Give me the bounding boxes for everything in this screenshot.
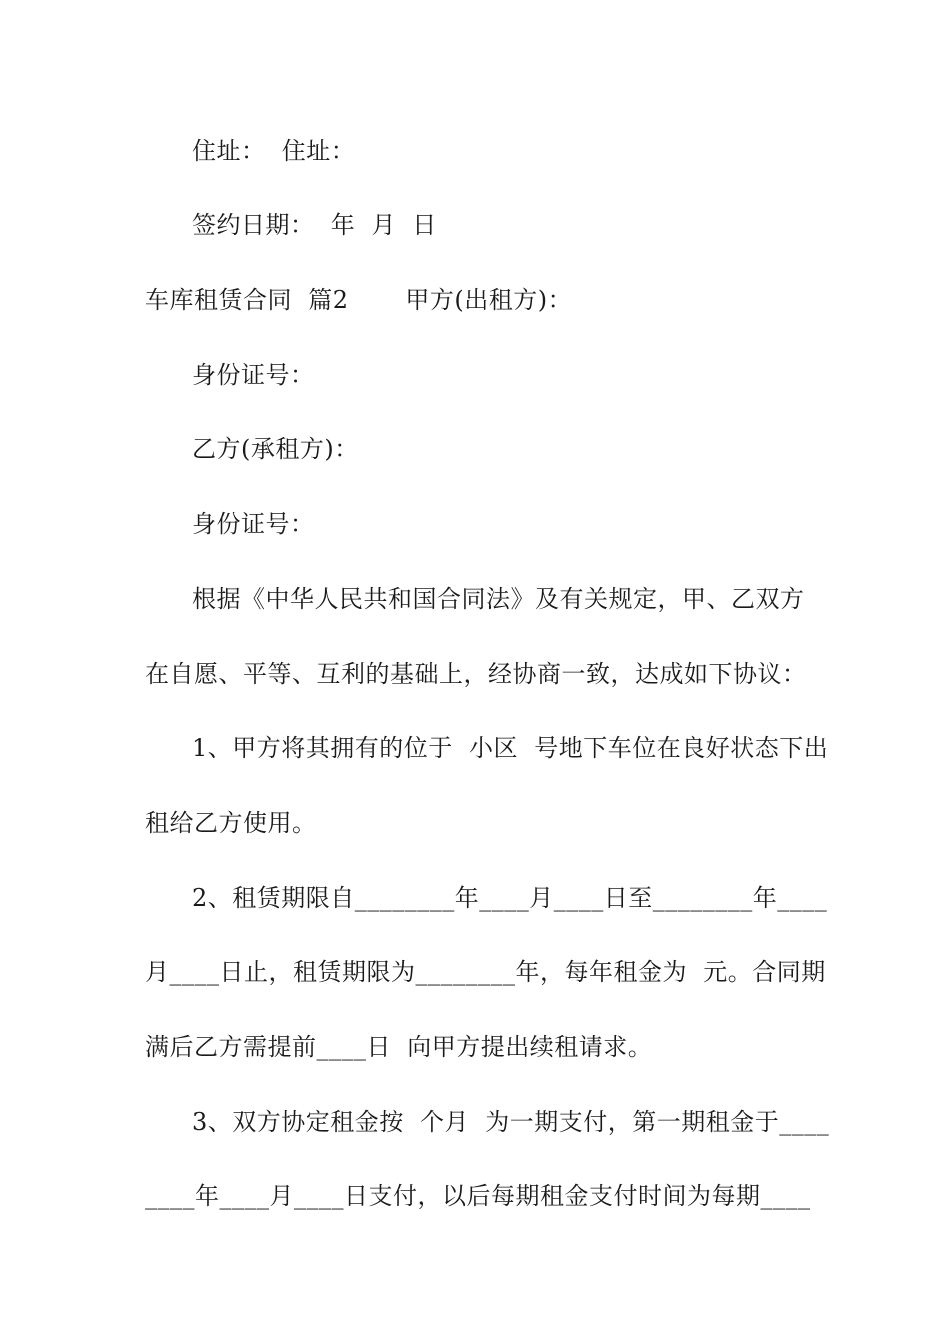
- preamble-line-2: 在自愿、平等、互利的基础上，经协商一致，达成如下协议：: [145, 660, 807, 688]
- clause-2-line-2: 月____日止，租赁期限为________年，每年租金为 元。合同期: [145, 958, 826, 986]
- signing-date-line: 签约日期： 年 月 日: [192, 211, 437, 239]
- party-b-id-line: 身份证号：: [192, 510, 315, 538]
- address-line: 住址： 住址：: [192, 137, 356, 165]
- clause-1-line-1: 1、甲方将其拥有的位于 小区 号地下车位在良好状态下出: [192, 734, 829, 762]
- clause-3-line-2: ____年____月____日支付，以后每期租金支付时间为每期____: [145, 1182, 811, 1210]
- contract-title-party-a-line: 车库租赁合同 篇2 甲方(出租方)：: [145, 286, 573, 314]
- party-b-line: 乙方(承租方)：: [192, 435, 359, 463]
- clause-2-line-1: 2、租赁期限自________年____月____日至________年____: [192, 884, 828, 912]
- clause-3-line-1: 3、双方协定租金按 个月 为一期支付，第一期租金于____: [192, 1108, 830, 1136]
- party-a-id-line: 身份证号：: [192, 361, 315, 389]
- clause-1-line-2: 租给乙方使用。: [145, 809, 317, 837]
- preamble-line-1: 根据《中华人民共和国合同法》及有关规定，甲、乙双方: [192, 585, 805, 613]
- clause-2-line-3: 满后乙方需提前____日 向甲方提出续租请求。: [145, 1033, 653, 1061]
